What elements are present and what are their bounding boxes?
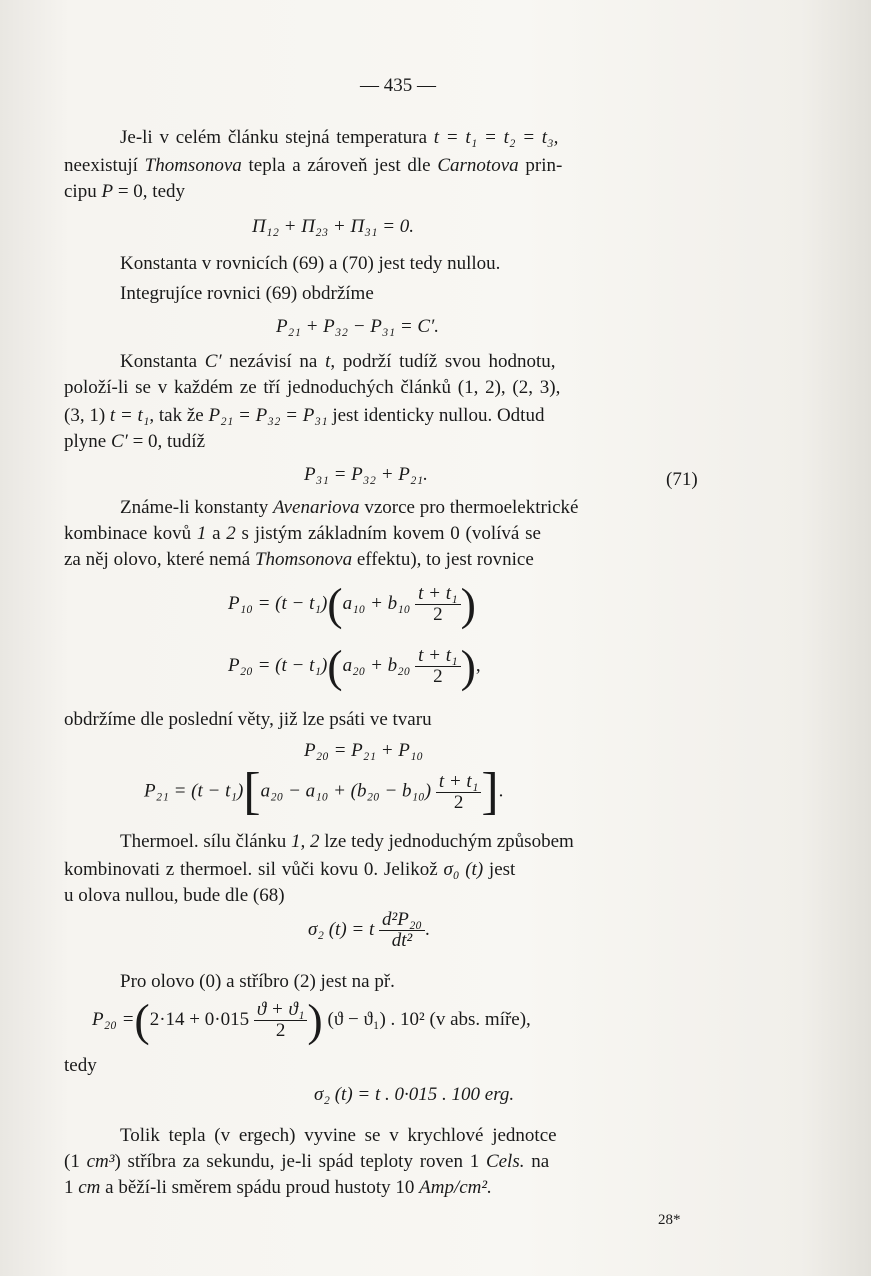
paragraph-9: tedy (64, 1055, 97, 1076)
paragraph-4-line-2: položí-li se v každém ze tří jednoduchých článků (1, 2), (2, 3), (64, 377, 561, 398)
equation-p21: P₂₁ = (t − t₁)[a₂₀ − a₁₀ + (b₂₀ − b₁₀) $\frac{\text{t + t₁}}{2}$ ]. (144, 763, 504, 820)
paragraph-10-line-1: Tolik tepla (v ergech) vyvine se v krychlové jednotce (120, 1125, 557, 1146)
paragraph-8: Pro olovo (0) a stříbro (2) jest na př. (120, 971, 395, 992)
equation-sigma2: σ₂ (t) = t $\frac{\text{d²P₂₀}}{\text{dt²}}$ . (308, 909, 430, 951)
equation-p20-sum: P₂₀ = P₂₁ + P₁₀ (304, 740, 424, 761)
paragraph-7-line-3: u olova nullou, bude dle (68) (64, 885, 285, 906)
paragraph-4-line-3: (3, 1) t = t₁, tak že P₂₁ = P₃₂ = P₃₁ jest identicky nullou. Odtud (64, 405, 545, 426)
paragraph-7-line-1: Thermoel. sílu článku 1, 2 lze tedy jednoduchým způsobem (120, 831, 574, 852)
paragraph-10-line-2: (1 cm³) stříbra za sekundu, je-li spád teploty roven 1 Cels. na (64, 1151, 550, 1172)
paragraph-4-line-4: plyne C′ = 0, tudíž (64, 431, 206, 452)
equation-constant-c: P₂₁ + P₃₂ − P₃₁ = C′. (276, 316, 439, 337)
paragraph-6: obdržíme dle poslední věty, již lze psáti ve tvaru (64, 709, 432, 730)
page-number: — 435 — (360, 75, 436, 96)
paragraph-5-line-2: kombinace kovů 1 a 2 s jistým základním kovem 0 (volívá se (64, 523, 541, 544)
paragraph-2: Konstanta v rovnicích (69) a (70) jest tedy nullou. (120, 253, 501, 274)
equation-71: P₃₁ = P₃₂ + P₂₁. (304, 464, 428, 485)
paragraph-1-line-3: cipu P = 0, tedy (64, 181, 186, 202)
equation-peltier-sum: Π₁₂ + Π₂₃ + Π₃₁ = 0. (252, 216, 415, 237)
equation-p10: P₁₀ = (t − t₁)(a₁₀ + b₁₀ $\frac{\text{t + t₁}}{2}$ ) (228, 578, 476, 630)
paragraph-4-line-1: Konstanta C′ nezávisí na t, podrží tudíž svou hodnotu, (120, 351, 556, 372)
equation-71-number: (71) (666, 469, 698, 490)
paragraph-3: Integrujíce rovnici (69) obdržíme (120, 283, 374, 304)
equation-p20: P₂₀ = (t − t₁)(a₂₀ + b₂₀ $\frac{\text{t + t₁}}{2}$ ), (228, 640, 481, 692)
signature-mark: 28* (658, 1212, 681, 1228)
equation-sigma2-value: σ₂ (t) = t . 0·015 . 100 erg. (314, 1084, 515, 1105)
paragraph-7-line-2: kombinovati z thermoel. sil vůči kovu 0. Jelikož σ₀ (t) jest (64, 859, 516, 880)
paragraph-5-line-1: Známe-li konstanty Avenariova vzorce pro thermoelektrické (120, 497, 579, 518)
equation-silver: P₂₀ =(2·14 + 0·015 $\frac{\text{ϑ + ϑ₁}}{2}$ ) (ϑ − ϑ₁) . 10² (v abs. míře), (92, 994, 531, 1046)
paragraph-10-line-3: 1 cm a běží-li směrem spádu proud hustoty 10 Amp/cm². (64, 1177, 492, 1198)
paragraph-1-line-1: Je-li v celém článku stejná temperatura t = t₁ = t₂ = t₃, (120, 127, 559, 148)
paragraph-5-line-3: za něj olovo, které nemá Thomsonova effektu), to jest rovnice (64, 549, 534, 570)
paragraph-1-line-2: neexistují Thomsonova tepla a zároveň jest dle Carnotova prin- (64, 155, 563, 176)
